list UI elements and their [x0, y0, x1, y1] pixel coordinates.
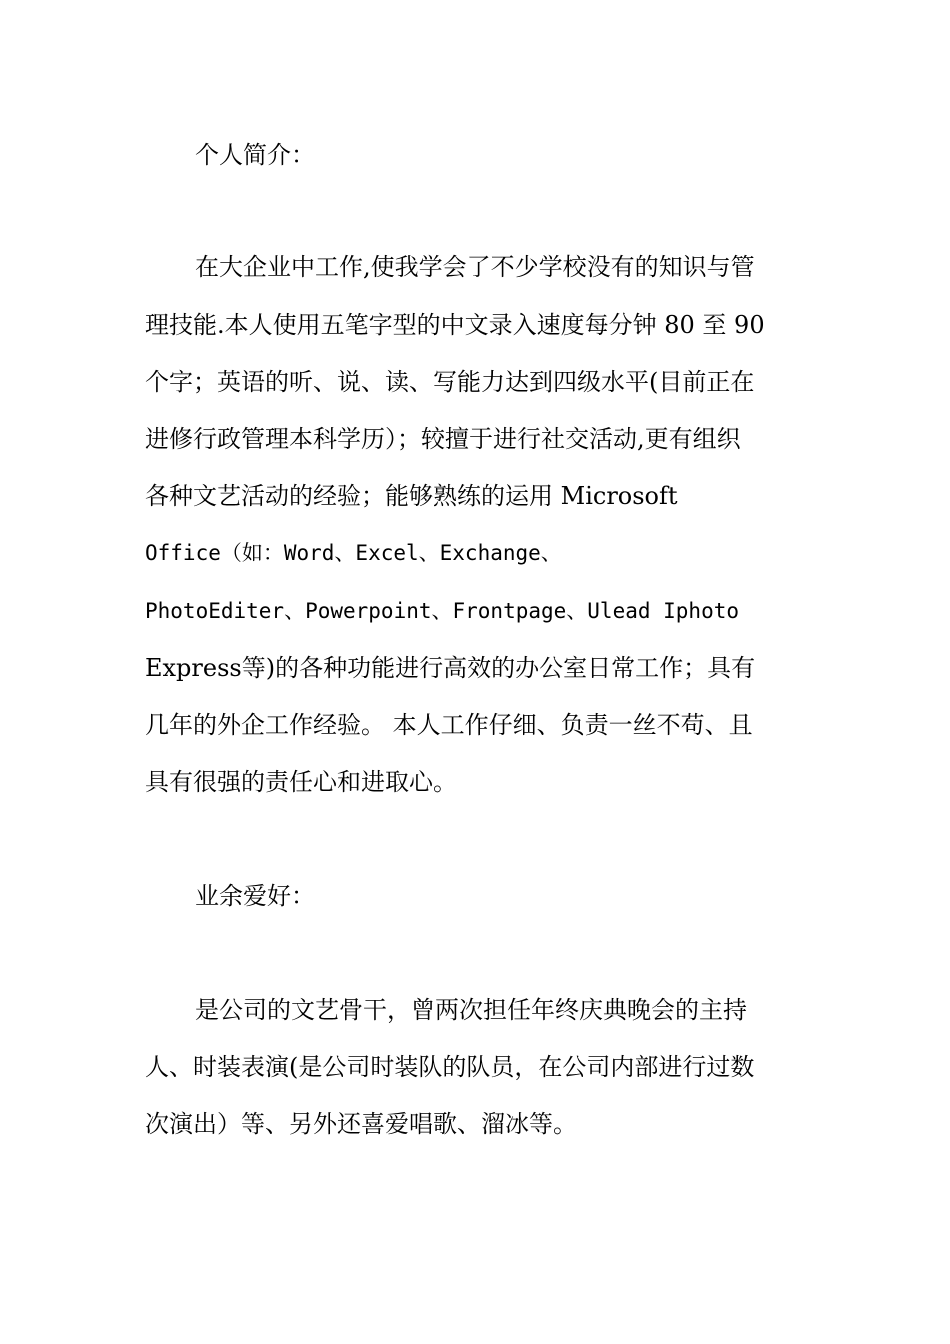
profile-line-3: 个字；英语的听、说、读、写能力达到四级水平(目前正在: [145, 368, 755, 396]
hobbies-line-3: 次演出）等、另外还喜爱唱歌、溜冰等。: [145, 1110, 577, 1138]
profile-line-2: 理技能.本人使用五笔字型的中文录入速度每分钟 80 至 90: [145, 311, 765, 339]
profile-line-6: Office（如：Word、Excel、Exchange、: [145, 541, 562, 565]
heading-hobbies: 业余爱好：: [195, 882, 315, 910]
profile-line-8: Express等)的各种功能进行高效的办公室日常工作；具有: [145, 654, 756, 682]
profile-line-4: 进修行政管理本科学历）；较擅于进行社交活动,更有组织: [145, 425, 741, 453]
profile-line-9: 几年的外企工作经验。 本人工作仔细、负责一丝不苟、且: [145, 711, 753, 739]
hobbies-line-2: 人、时装表演(是公司时装队的队员，在公司内部进行过数: [145, 1053, 755, 1081]
profile-line-7: PhotoEditer、Powerpoint、Frontpage、Ulead Iphoto: [145, 599, 740, 623]
profile-line-1: 在大企业中工作,使我学会了不少学校没有的知识与管: [195, 253, 755, 281]
profile-line-5: 各种文艺活动的经验；能够熟练的运用 Microsoft: [145, 482, 678, 510]
hobbies-line-1: 是公司的文艺骨干，曾两次担任年终庆典晚会的主持: [195, 996, 747, 1024]
profile-line-10: 具有很强的责任心和进取心。: [145, 768, 457, 796]
heading-profile: 个人简介：: [195, 141, 315, 169]
